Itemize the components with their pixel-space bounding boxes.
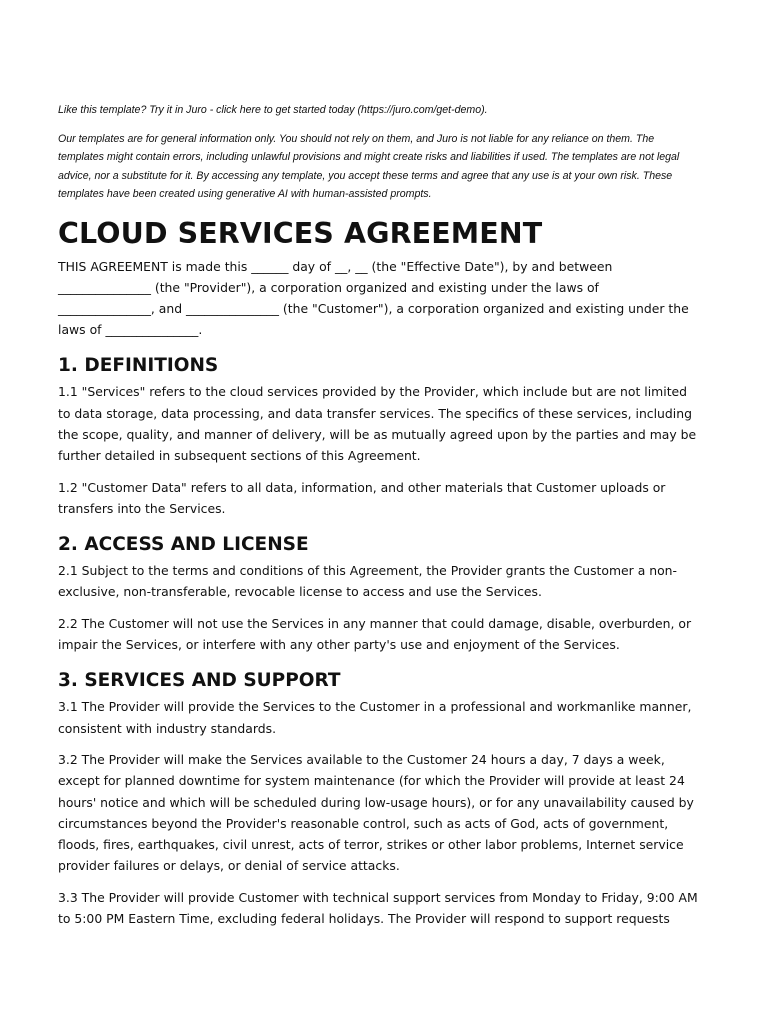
section-services-and-support (58, 668, 698, 929)
clause-3-1: 3.1 The Provider will provide the Services to the Customer in a professional and workmanlike manner, consistent with industry standards. (58, 699, 692, 736)
section-heading: 3. SERVICES AND SUPPORT (58, 670, 341, 692)
section-access-and-license (58, 532, 698, 655)
document-page (58, 101, 698, 940)
clause-1-1: 1.1 "Services" refers to the cloud services provided by the Provider, which include but are not limited to data storage, data processing, and data transfer services. The specifics of these services, including the scope, quality, and manner of delivery, will be as mutually agreed upon by the parties and may be further detailed in subsequent sections of this Agreement. (58, 384, 697, 463)
section-definitions (58, 353, 698, 519)
document-title: CLOUD SERVICES AGREEMENT (58, 216, 543, 250)
clause-3-2: 3.2 The Provider will make the Services available to the Customer 24 hours a day, 7 days a week, except for planned downtime for system maintenance (for which the Provider will provide at least 24 hours' notice and which will be scheduled during low-usage hours), or for any unavailability caused by circumstances beyond the Provider's reasonable control, such as acts of God, acts of government, floods, fires, earthquakes, civil unrest, acts of terror, strikes or other labor problems, Internet service provider failures or delays, or denial of service attacks. (58, 752, 694, 874)
section-heading: 1. DEFINITIONS (58, 355, 219, 377)
intro-paragraph: THIS AGREEMENT is made this ______ day of __, __ (the "Effective Date"), by and between _______________ (the "Provider"), a corporation organized and existing under the laws of _______________, and _______________ (the "Customer"), a corporation organized and existing under the laws of _______________. (58, 258, 689, 338)
section-heading: 2. ACCESS AND LICENSE (58, 534, 309, 556)
clause-3-3: 3.3 The Provider will provide Customer with technical support services from Monday to Friday, 9:00 AM to 5:00 PM Eastern Time, excluding federal holidays. The Provider will respond to support requests (58, 889, 698, 927)
clause-1-2: 1.2 "Customer Data" refers to all data, information, and other materials that Customer uploads or transfers into the Services. (58, 479, 666, 516)
clause-2-2: 2.2 The Customer will not use the Services in any manner that could damage, disable, overburden, or impair the Services, or interfere with any other party's use and enjoyment of the Services. (58, 615, 692, 653)
disclaimer-text: Our templates are for general information only. You should not rely on them, and Juro is not liable for any reliance on them. The templates might contain errors, including unlawful provisions and might create risks and liabilities if used. The templates are not legal advice, nor a substitute for it. By accessing any template, you accept these terms and agree that any use is at your own risk. These templates have been created using generative AI with human-assisted prompts. (58, 132, 680, 200)
promo-line[interactable]: Like this template? Try it in Juro - click here to get started today (https://juro.com/get-demo). (58, 104, 488, 116)
clause-2-1: 2.1 Subject to the terms and conditions of this Agreement, the Provider grants the Customer a non-exclusive, non-transferable, revocable license to access and use the Services. (58, 563, 677, 600)
